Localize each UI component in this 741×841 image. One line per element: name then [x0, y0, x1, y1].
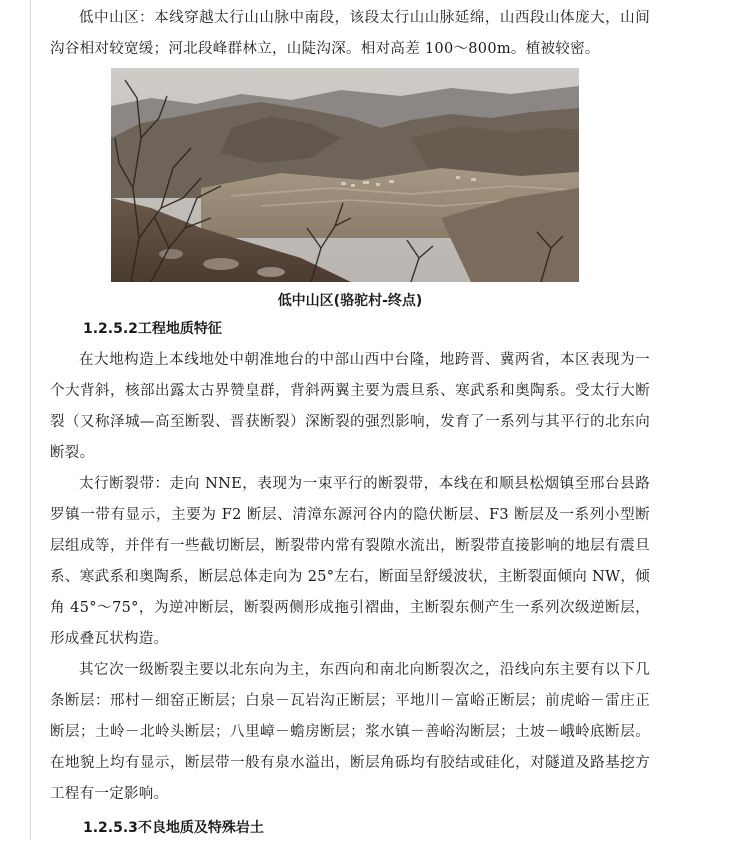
intro-paragraph: 低中山区：本线穿越太行山山脉中南段，该段太行山山脉延绵，山西段山体庞大，山间沟谷相对较宽缓；河北段峰群林立，山陡沟深。相对高差 100～800m。植被较密。 — [50, 10, 650, 57]
section-heading: 1.2.5.2工程地质特征 — [83, 321, 222, 337]
section-body — [50, 345, 650, 810]
body-paragraph: 其它次一级断裂主要以北东向为主，东西向和南北向断裂次之，沿线向东主要有以下几条断层：邢村－细窑正断层；白泉－瓦岩沟正断层；平地川－富峪正断层；前虎峪－雷庄正断层；土岭－北岭头断层；八里嶂－蟾房断层；浆水镇－善峪沟断层；土坡－峨岭底断层。在地貌上均有显示，断层带一般有泉水溢出，断层角砾均有胶结或硅化，对隧道及路基挖方工程有一定影响。 — [50, 662, 650, 802]
mountain-landscape-photo — [111, 68, 579, 282]
body-paragraph: 太行断裂带：走向 NNE，表现为一束平行的断裂带，本线在和顺县松烟镇至邢台县路罗镇一带有显示，主要为 F2 断层、清漳东源河谷内的隐伏断层、F3 断层及一系列小型断层组成等，并伴有一些截切断层，断裂带内常有裂隙水流出，断裂带直接影响的地层有震旦系、寒武系和奥陶系，断层总体走向为 25°左右，断面呈舒缓波状，主断裂面倾向 NW，倾角 45°～75°，为逆冲断层，断裂两侧形成拖引褶曲，主断裂东侧产生一系列次级逆断层，形成叠瓦状构造。 — [50, 476, 650, 647]
body-paragraph: 在大地构造上本线地处中朝准地台的中部山西中台隆，地跨晋、冀两省，本区表现为一个大背斜，核部出露太古界赞皇群，背斜两翼主要为震旦系、寒武系和奥陶系。受太行大断裂（又称泽城—高至断裂、晋获断裂）深断裂的强烈影响，发育了一系列与其平行的北东向断裂。 — [50, 352, 650, 461]
photo-caption: 低中山区(骆驼村-终点) — [277, 293, 423, 309]
next-section-heading: 1.2.5.3不良地质及特殊岩土 — [83, 820, 264, 836]
document-margin-line — [30, 0, 31, 840]
